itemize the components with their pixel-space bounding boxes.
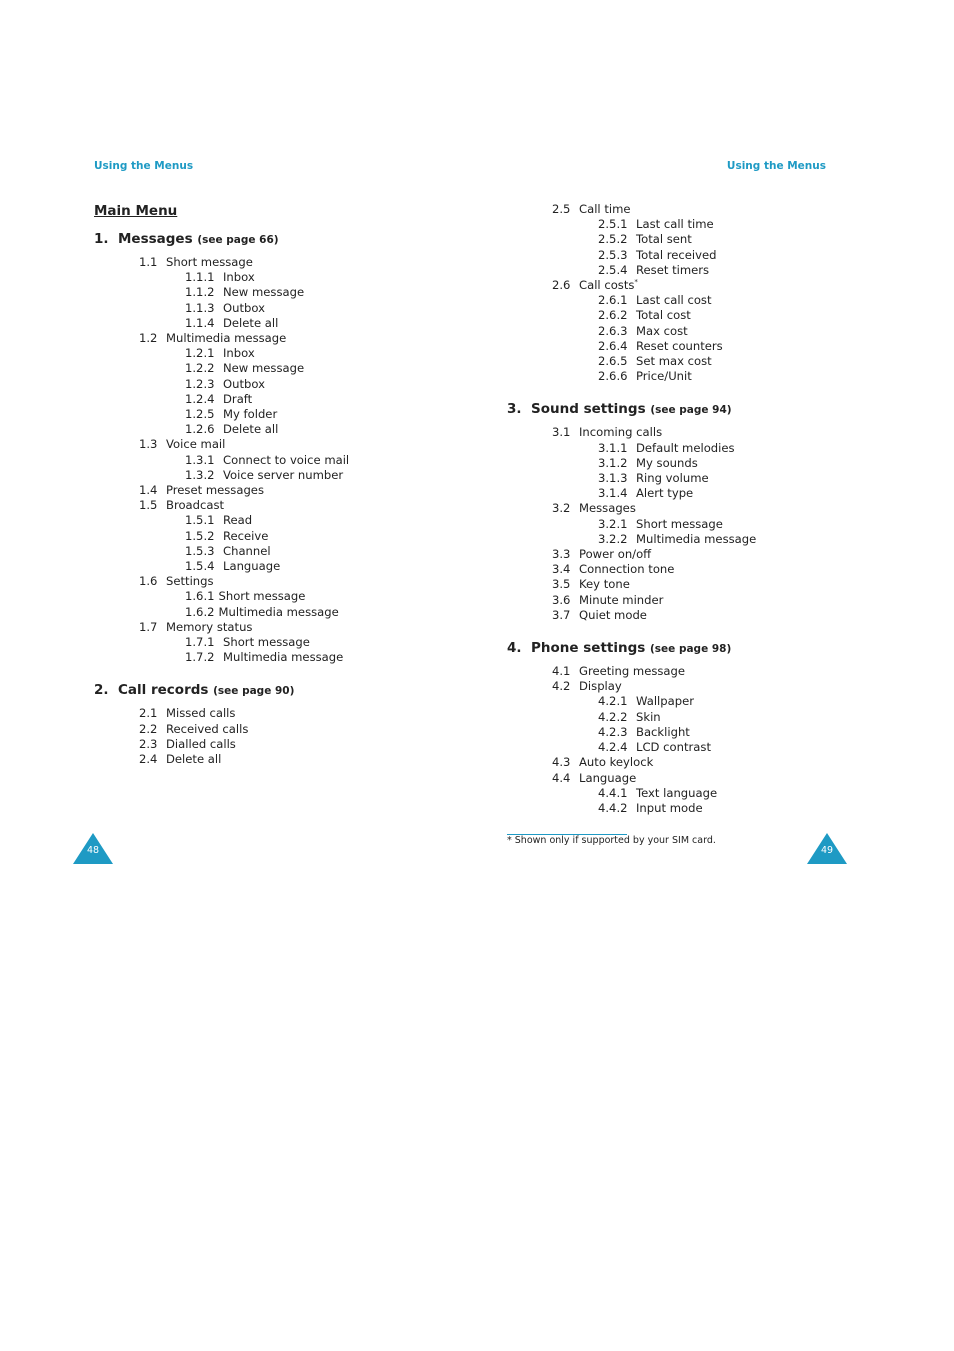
menu-item-number: 1.1.2 [185,285,215,300]
menu-item [94,529,474,544]
menu-item-label: Set max cost [636,354,712,369]
page-number-badge-right [807,833,847,864]
menu-item-number: 1.3 [139,437,158,452]
menu-item-number: 3.3 [552,547,571,562]
menu-item [507,547,867,562]
menu-item-label: Voice mail [166,437,226,452]
menu-item-number: 1.5.4 [185,559,215,574]
menu-item [94,316,474,331]
menu-item [507,278,867,293]
menu-item-label: Dialled calls [166,736,236,751]
menu-item-number: 4.2.4 [598,740,628,755]
menu-item-number: 1.4 [139,483,158,498]
menu-item-number: 2.6.1 [598,293,628,308]
menu-item-label: Memory status [166,619,253,634]
menu-item-number: 1.6.1 [185,589,215,604]
menu-item-number: 1.6.2 [185,604,215,619]
menu-item-label: Total sent [636,232,692,247]
menu-item [94,483,474,498]
menu-item-label: Short message [223,635,310,650]
menu-item-label: LCD contrast [636,740,711,755]
menu-item [507,471,867,486]
menu-item [507,710,867,725]
section-number: 3. [507,401,522,418]
menu-item [507,308,867,323]
menu-item-number: 3.1.4 [598,486,628,501]
menu-item-number: 4.1 [552,664,571,679]
menu-item [507,694,867,709]
menu-item-label: Short message [166,255,253,269]
menu-item-number: 3.7 [552,607,571,622]
menu-item-label: Display [579,679,622,694]
menu-item-number: 1.2.2 [185,361,215,376]
menu-item-label: Backlight [636,724,690,739]
section-label: Messages [118,231,193,247]
menu-item-label: Max cost [636,323,688,338]
menu-item-number: 3.2.2 [598,531,628,546]
menu-item-label: Default melodies [636,440,735,455]
menu-item-number: 1.1.3 [185,300,215,315]
menu-item [507,725,867,740]
menu-item [94,422,474,437]
menu-item [507,425,867,440]
menu-item-number: 2.6 [552,278,571,293]
section-label: Call records [118,682,209,699]
menu-item-number: 2.4 [139,752,158,767]
call-records-menu-list-part2 [507,202,867,384]
menu-item [94,301,474,316]
menu-item-label: Call time [579,202,631,216]
menu-item-number: 2.1 [139,706,158,721]
menu-item-label: New message [223,361,305,376]
menu-item-number: 4.2.3 [598,724,628,739]
phone-settings-menu-list [507,664,867,816]
menu-item-number: 1.2.5 [185,407,215,422]
menu-item [507,324,867,339]
menu-item [94,574,474,589]
menu-item [507,263,867,278]
menu-item [94,605,474,620]
menu-item-label: Missed calls [166,706,236,721]
menu-item-label: My folder [223,407,278,422]
menu-item-number: 4.2 [552,679,571,694]
menu-item [507,755,867,770]
menu-item-number: 1.5.2 [185,528,215,543]
menu-item-label: Multimedia message [223,650,344,665]
menu-item-label: Short message [636,516,723,531]
section-label: Sound settings [531,401,646,418]
menu-item-number: 4.4.1 [598,785,628,800]
section-heading-phone-settings [507,639,867,658]
menu-item [94,285,474,300]
menu-item-label: Short message [218,589,306,604]
page-number-badge-left [73,833,113,864]
menu-item-label: Total received [636,247,717,262]
menu-item-number: 1.7.1 [185,635,215,650]
menu-item-label: Power on/off [579,547,652,562]
menu-item-label: Price/Unit [636,369,692,384]
menu-item-label: My sounds [636,455,698,470]
menu-item-label: Key tone [579,577,630,592]
menu-item-number: 4.4 [552,770,571,785]
menu-item-label: Skin [636,709,661,724]
menu-item [507,369,867,384]
menu-item-number: 1.6 [139,574,158,589]
section-heading-sound-settings [507,400,867,419]
menu-item [94,706,474,721]
section-label: Phone settings [531,640,646,657]
menu-item-label: Channel [223,543,271,558]
menu-item-label: Preset messages [166,483,264,498]
menu-item [507,608,867,623]
menu-item-number: 2.5.4 [598,262,628,277]
menu-item [94,407,474,422]
menu-item-number: 1.1.4 [185,315,215,330]
menu-item [507,664,867,679]
menu-item-label: Greeting message [579,664,686,679]
menu-item [94,752,474,767]
menu-item-label: Broadcast [166,498,225,513]
menu-item-number: 3.1.1 [598,440,628,455]
menu-item-number: 1.1.1 [185,270,215,285]
menu-item-label: Wallpaper [636,694,694,709]
menu-item-label: New message [223,285,305,300]
menu-item-label: Incoming calls [579,425,663,440]
footnote: * Shown only if supported by your SIM card. [507,835,716,846]
page-reference: (see page 90) [213,685,295,698]
page-reference: (see page 94) [650,404,732,417]
menu-item-number: 1.2.1 [185,346,215,361]
call-records-menu-list-part1 [94,706,474,767]
menu-item-number: 3.2.1 [598,516,628,531]
menu-item-number: 2.5.2 [598,232,628,247]
menu-item-number: 3.5 [552,577,571,592]
menu-item-number: 2.3 [139,736,158,751]
menu-item-number: 2.5.1 [598,217,628,232]
menu-item [507,232,867,247]
menu-item-label: Input mode [636,800,703,815]
menu-item [94,635,474,650]
menu-item [507,486,867,501]
menu-item-label: Delete all [223,315,279,330]
menu-item-label: Last call cost [636,293,712,308]
menu-item-label: Outbox [223,376,265,391]
menu-item-number: 4.2.1 [598,694,628,709]
menu-item-number: 2.6.6 [598,369,628,384]
menu-item [507,577,867,592]
menu-item-number: 1.3.1 [185,452,215,467]
menu-item-label: Messages [579,501,636,516]
menu-item-label: Ring volume [636,471,709,486]
menu-item-number: 1.2 [139,331,158,346]
right-column [507,202,867,816]
menu-item [94,453,474,468]
menu-item [94,559,474,574]
menu-item [507,339,867,354]
menu-item [507,562,867,577]
menu-item [94,392,474,407]
section-heading-call-records [94,681,474,700]
menu-item [94,589,474,604]
page-title: Main Menu [94,203,178,219]
menu-item [507,593,867,608]
menu-item-number: 2.6.5 [598,354,628,369]
menu-item-label: Connect to voice mail [223,452,350,467]
menu-item [94,270,474,285]
sound-settings-menu-list [507,425,867,623]
menu-item-label: Draft [223,391,253,406]
menu-item [94,346,474,361]
menu-item-label: Language [223,559,281,574]
menu-item-number: 4.4.2 [598,800,628,815]
menu-item-label: Quiet mode [579,607,647,622]
menu-item-label: Multimedia message [636,531,757,546]
menu-item-number: 4.3 [552,755,571,770]
menu-item [507,532,867,547]
page-number: 49 [820,845,834,856]
menu-item [507,517,867,532]
menu-item-label: Multimedia message [218,604,339,619]
menu-item [94,722,474,737]
menu-item-number: 4.2.2 [598,709,628,724]
menu-item [507,202,867,217]
menu-item-number: 2.6.3 [598,323,628,338]
menu-item-number: 2.6.2 [598,308,628,323]
menu-item-label: Inbox [223,346,255,361]
menu-item-number: 3.6 [552,592,571,607]
menu-item [507,248,867,263]
page-reference: (see page 66) [197,234,279,246]
menu-item-number: 2.5 [552,202,571,216]
menu-item-number: 1.2.4 [185,391,215,406]
menu-item-number: 1.5.1 [185,513,215,528]
menu-item-number: 1.1 [139,255,158,269]
menu-item-number: 1.2.3 [185,376,215,391]
menu-item-label: Auto keylock [579,755,654,770]
menu-item-label: Voice server number [223,467,344,482]
menu-item-label: Language [579,770,637,785]
menu-item [507,740,867,755]
menu-item [507,771,867,786]
menu-item [94,331,474,346]
menu-item [507,354,867,369]
menu-item [507,217,867,232]
section-number: 4. [507,640,522,657]
menu-item-number: 2.2 [139,721,158,736]
menu-item-number: 1.7 [139,619,158,634]
menu-item [94,620,474,635]
menu-item [94,650,474,665]
menu-item [507,293,867,308]
menu-item-number: 3.1 [552,425,571,440]
menu-item [94,377,474,392]
menu-item-number: 1.3.2 [185,467,215,482]
menu-item-number: 2.5.3 [598,247,628,262]
menu-item-label: Reset counters [636,338,723,353]
menu-item-label: Text language [636,785,718,800]
menu-item-label: Multimedia message [166,331,287,346]
menu-item [94,513,474,528]
menu-item-number: 3.1.2 [598,455,628,470]
menu-item-label: Read [223,513,253,528]
menu-item-label: Last call time [636,217,714,232]
menu-item-label: Reset timers [636,262,710,277]
menu-item [507,786,867,801]
menu-item-label: Receive [223,528,269,543]
menu-item [94,255,474,270]
menu-item-number: 2.6.4 [598,338,628,353]
menu-item-label: Total cost [636,308,691,323]
page-number: 48 [86,845,100,856]
menu-item-number: 3.2 [552,501,571,516]
menu-item [94,468,474,483]
section-number: 2. [94,682,109,699]
menu-item [507,501,867,516]
menu-item-label: Received calls [166,721,249,736]
menu-item-label: Settings [166,574,214,589]
menu-item [507,456,867,471]
menu-item-number: 1.5.3 [185,543,215,558]
running-head-left: Using the Menus [94,160,194,172]
menu-item [94,361,474,376]
menu-item [94,737,474,752]
section-heading-messages [94,230,474,249]
page-reference: (see page 98) [650,643,732,656]
menu-item-label: Call costs [579,278,635,293]
menu-item [507,679,867,694]
menu-item-label: Alert type [636,486,694,501]
menu-item-number: 1.7.2 [185,650,215,665]
menu-item-number: 1.5 [139,498,158,513]
menu-item-label: Outbox [223,300,265,315]
menu-item [507,441,867,456]
menu-item [94,544,474,559]
menu-item-label: Inbox [223,270,255,285]
section-number: 1. [94,231,109,247]
menu-item-number: 3.1.3 [598,471,628,486]
running-head-right: Using the Menus [726,160,826,172]
menu-item-label: Connection tone [579,562,675,577]
menu-item-number: 1.2.6 [185,422,215,437]
messages-menu-list [94,255,474,665]
menu-item-label: Delete all [223,422,279,437]
menu-item [94,437,474,452]
menu-item [94,498,474,513]
menu-item [507,801,867,816]
menu-item-label: Delete all [166,752,222,767]
menu-item-number: 3.4 [552,562,571,577]
footnote-marker: * [634,278,638,287]
left-column [94,202,474,767]
menu-item-label: Minute minder [579,592,664,607]
